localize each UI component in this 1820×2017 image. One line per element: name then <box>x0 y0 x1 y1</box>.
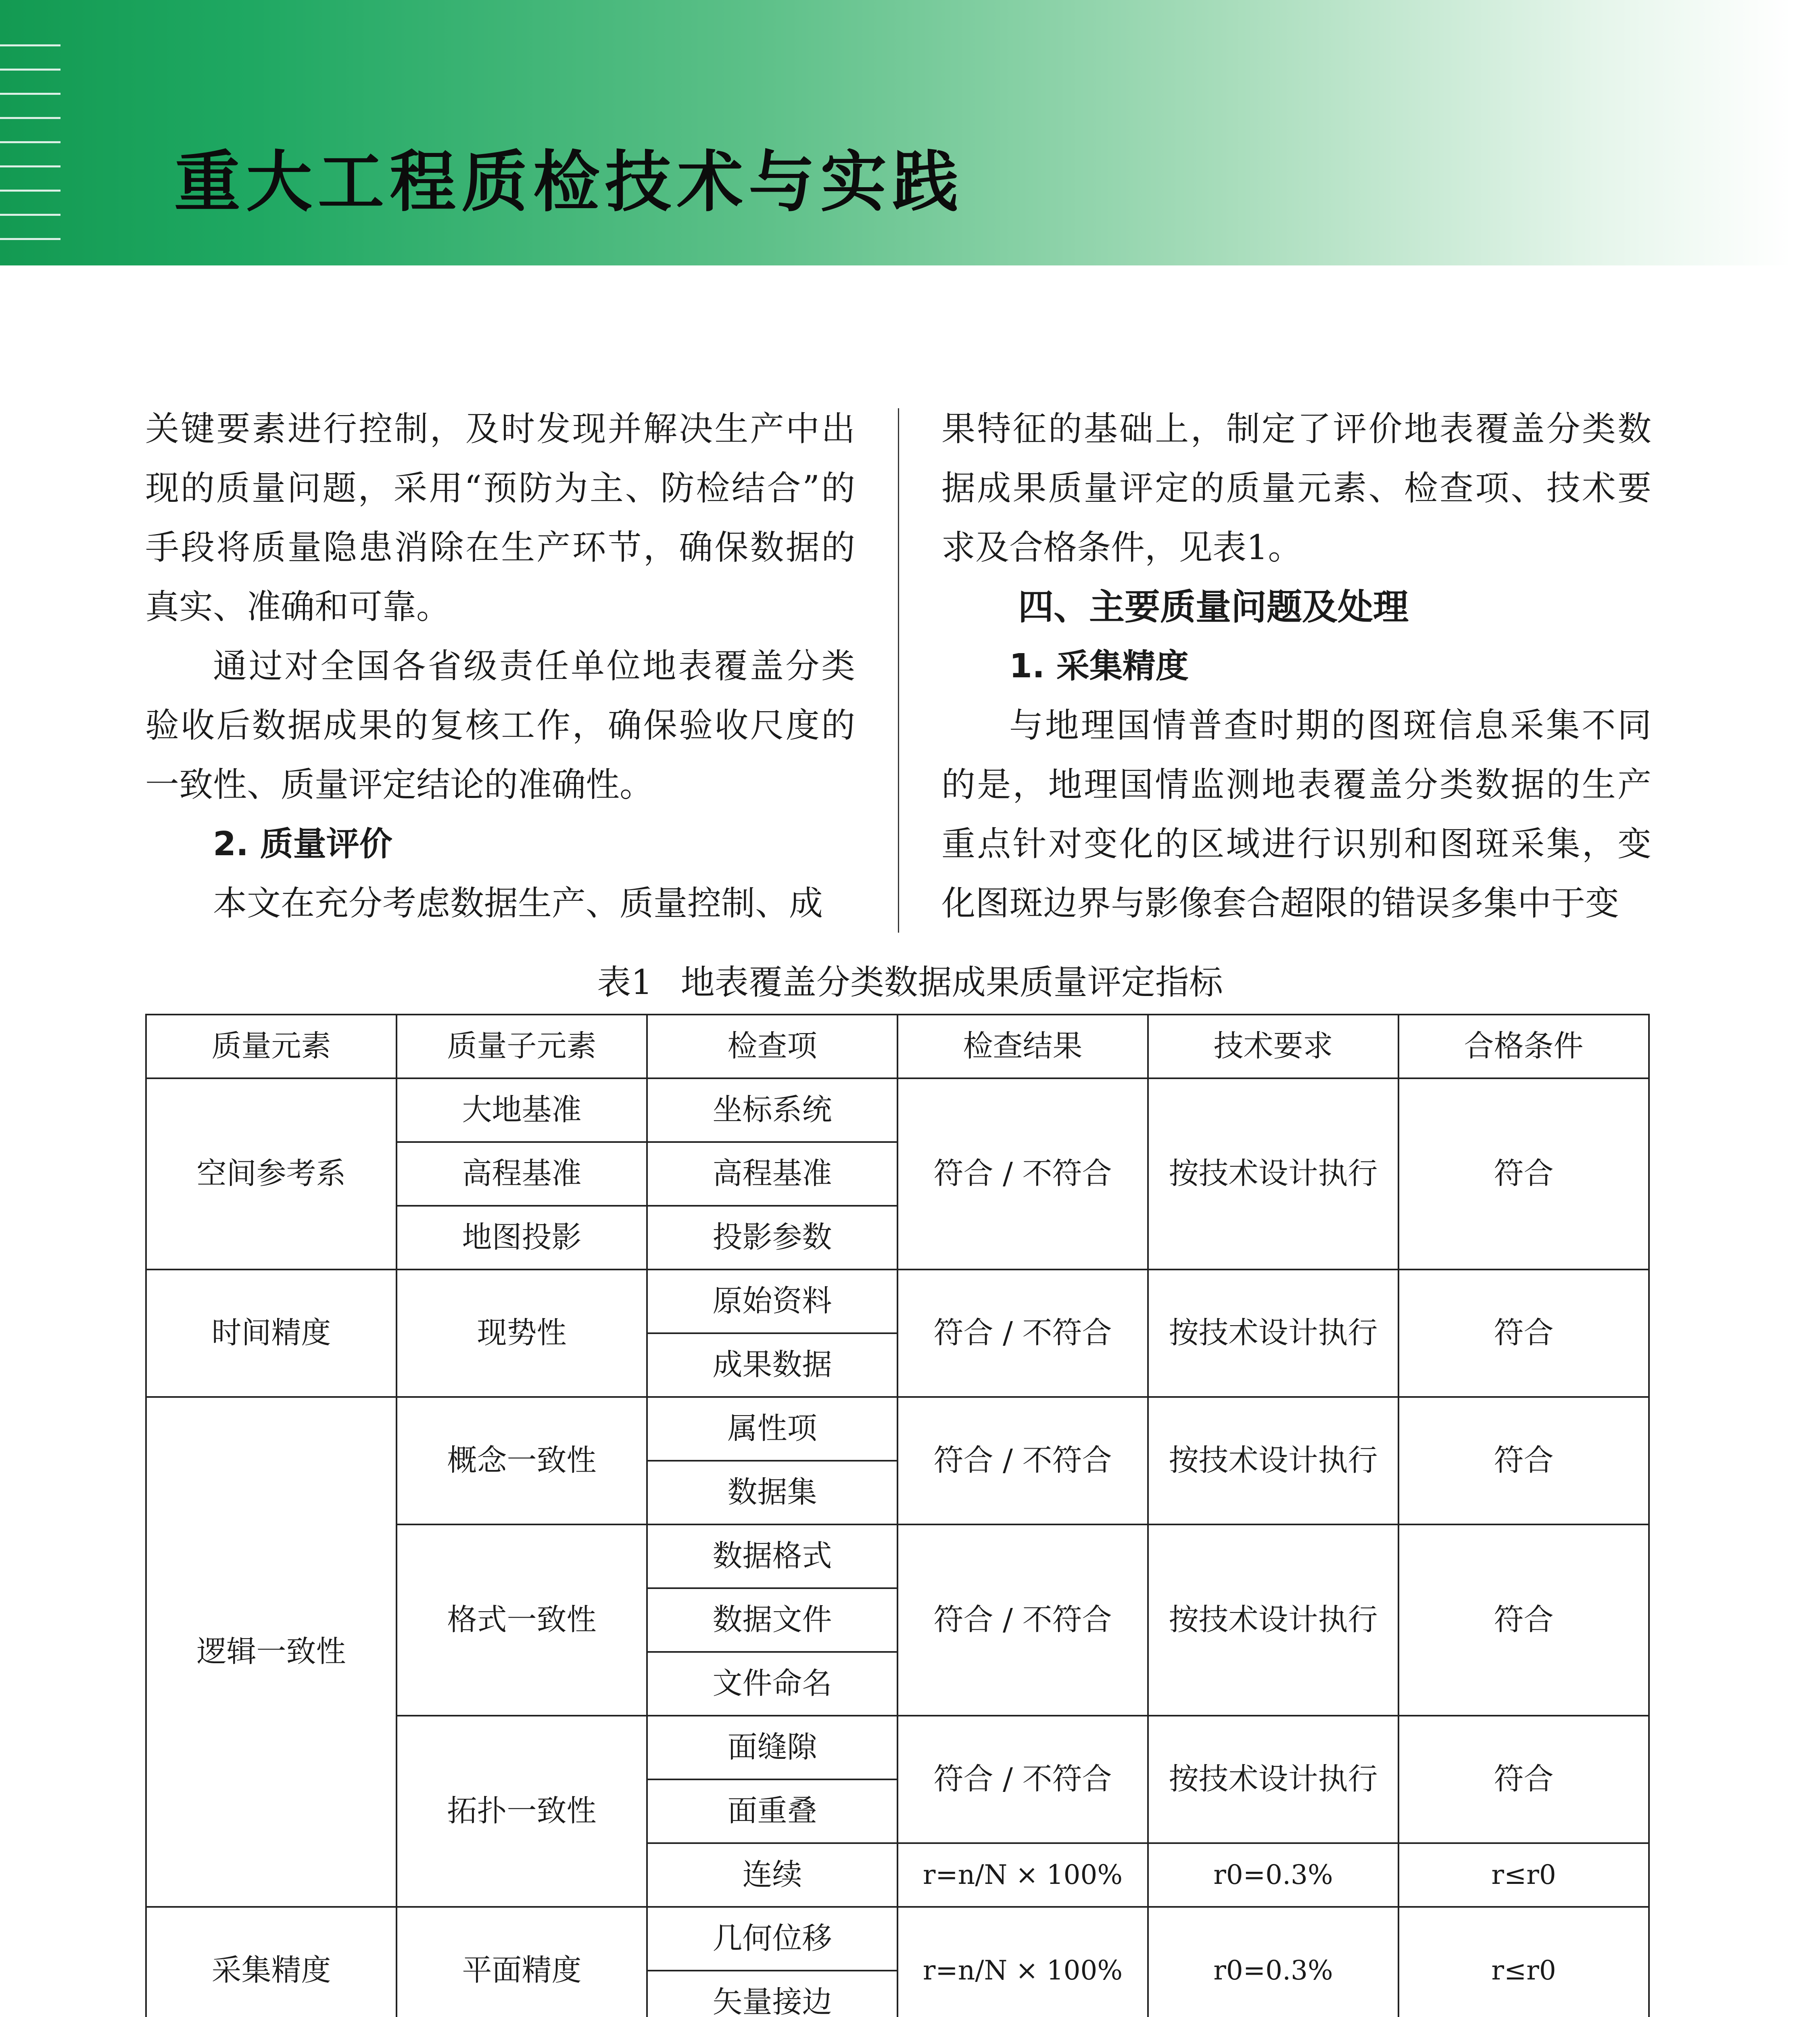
table-cell: 按技术设计执行 <box>1148 1269 1398 1397</box>
right-column <box>941 399 1651 936</box>
table-cell: 符合 / 不符合 <box>897 1078 1148 1269</box>
table-cell: 时间精度 <box>146 1269 397 1397</box>
table-cell: 投影参数 <box>647 1206 897 1269</box>
paragraph: 与地理国情普查时期的图斑信息采集不同的是，地理国情监测地表覆盖分类数据的生产重点针对变化的区域进行识别和图斑采集，变化图斑边界与影像套合超限的错误多集中于变 <box>941 706 1651 923</box>
section-heading: 四、主要质量问题及处理 <box>1018 586 1409 628</box>
table-cell: r0=0.3% <box>1148 1907 1398 2017</box>
quality-table <box>145 1014 1650 2017</box>
table-cell: 数据格式 <box>647 1524 897 1588</box>
table-row <box>146 1907 1649 1971</box>
table-cell: 连续 <box>647 1843 897 1907</box>
table-cell: 现势性 <box>397 1269 647 1397</box>
table-cell: r=n/N × 100% <box>897 1843 1148 1907</box>
column-header: 检查结果 <box>897 1015 1148 1078</box>
table-cell: 高程基准 <box>397 1142 647 1206</box>
table-cell: 大地基准 <box>397 1078 647 1142</box>
table-cell: 平面精度 <box>397 1907 647 2017</box>
table-cell: 面重叠 <box>647 1779 897 1843</box>
table-header-row <box>146 1015 1649 1078</box>
table-cell: 按技术设计执行 <box>1148 1716 1398 1843</box>
paragraph: 通过对全国各省级责任单位地表覆盖分类验收后数据成果的复核工作，确保验收尺度的一致性、质量评定结论的准确性。 <box>145 646 855 804</box>
table-cell: 符合 <box>1398 1078 1649 1269</box>
table-cell: r≤r0 <box>1398 1907 1649 2017</box>
column-header: 合格条件 <box>1398 1015 1649 1078</box>
table-cell: 符合 / 不符合 <box>897 1269 1148 1397</box>
paragraph: 关键要素进行控制，及时发现并解决生产中出现的质量问题，采用“预防为主、防检结合”的手段将质量隐患消除在生产环节，确保数据的真实、准确和可靠。 <box>145 409 855 626</box>
column-header: 检查项 <box>647 1015 897 1078</box>
table-row <box>146 1078 1649 1142</box>
table-cell: 几何位移 <box>647 1907 897 1971</box>
table-cell: 高程基准 <box>647 1142 897 1206</box>
table-cell: 按技术设计执行 <box>1148 1397 1398 1524</box>
table-caption <box>0 956 1820 1008</box>
table-cell: r≤r0 <box>1398 1843 1649 1907</box>
journal-title: 重大工程质检技术与实践 <box>174 144 964 221</box>
table-cell: 符合 / 不符合 <box>897 1524 1148 1716</box>
left-column <box>145 399 855 936</box>
table-cell: 符合 / 不符合 <box>897 1716 1148 1843</box>
table-cell: 数据文件 <box>647 1588 897 1652</box>
table-row <box>146 1397 1649 1461</box>
table-cell: r0=0.3% <box>1148 1843 1398 1907</box>
table-cell: 面缝隙 <box>647 1716 897 1779</box>
table-cell: 按技术设计执行 <box>1148 1078 1398 1269</box>
table-cell: 符合 <box>1398 1269 1649 1397</box>
column-header: 技术要求 <box>1148 1015 1398 1078</box>
table-cell: 逻辑一致性 <box>146 1397 397 1907</box>
table-cell: 符合 <box>1398 1524 1649 1716</box>
table-caption-text: 地表覆盖分类数据成果质量评定指标 <box>680 963 1223 1002</box>
table-cell: 拓扑一致性 <box>397 1716 647 1907</box>
column-header: 质量元素 <box>146 1015 397 1078</box>
table-cell: 矢量接边 <box>647 1971 897 2017</box>
header-stripes-decoration <box>0 44 61 254</box>
table-cell: 数据集 <box>647 1461 897 1524</box>
table-cell: 地图投影 <box>397 1206 647 1269</box>
column-divider <box>898 408 899 933</box>
table-cell: 原始资料 <box>647 1269 897 1333</box>
table-cell: 格式一致性 <box>397 1524 647 1716</box>
table-cell: r=n/N × 100% <box>897 1907 1148 2017</box>
paragraph: 本文在充分考虑数据生产、质量控制、成 <box>213 883 823 923</box>
table-cell: 文件命名 <box>647 1652 897 1716</box>
table-cell: 空间参考系 <box>146 1078 397 1269</box>
table-cell: 采集精度 <box>146 1907 397 2017</box>
table-cell: 属性项 <box>647 1397 897 1461</box>
table-cell: 坐标系统 <box>647 1078 897 1142</box>
table-cell: 按技术设计执行 <box>1148 1524 1398 1716</box>
subsection-heading: 2. 质量评价 <box>213 825 392 863</box>
paragraph: 果特征的基础上，制定了评价地表覆盖分类数据成果质量评定的质量元素、检查项、技术要求及合格条件，见表1。 <box>941 409 1651 567</box>
table-caption-number: 表1 <box>597 963 653 1002</box>
column-header: 质量子元素 <box>397 1015 647 1078</box>
table-cell: 符合 <box>1398 1716 1649 1843</box>
header-band <box>0 0 1791 265</box>
subsection-heading: 1. 采集精度 <box>1009 647 1189 685</box>
table-cell: 成果数据 <box>647 1333 897 1397</box>
table-cell: 符合 <box>1398 1397 1649 1524</box>
table-cell: 符合 / 不符合 <box>897 1397 1148 1524</box>
table-row <box>146 1269 1649 1333</box>
table-cell: 概念一致性 <box>397 1397 647 1524</box>
